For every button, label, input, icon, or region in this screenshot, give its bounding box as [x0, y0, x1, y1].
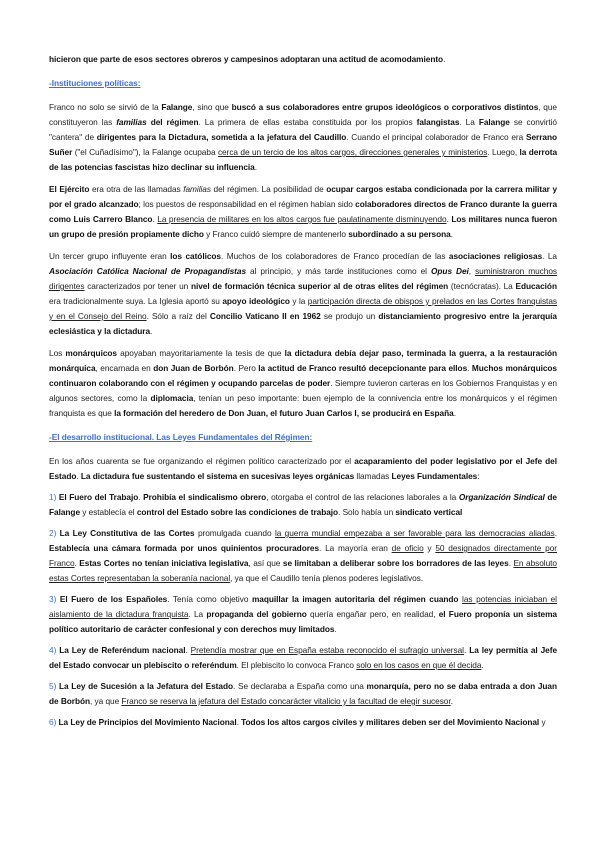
underlined-text: suministraron muchos dirigentes — [49, 266, 557, 291]
bold-text: El Fuero del Trabajo — [56, 492, 139, 502]
paragraph-ejercito — [49, 182, 557, 242]
text: , encarnada en — [95, 363, 154, 373]
bold-text: asociaciones religiosas — [448, 251, 543, 261]
paragraph-falange — [49, 100, 557, 175]
bold-italic-text: familias — [116, 117, 147, 127]
text: : — [477, 471, 480, 481]
text: era otra de las llamadas — [89, 184, 184, 194]
underlined-text: la guerra mundial empezaba a ser favorable para las democracias aliadas — [274, 528, 555, 538]
bold-text: Prohibía el sindicalismo obrero — [143, 492, 267, 502]
text: . — [554, 528, 557, 538]
text: . La — [459, 117, 479, 127]
text: al principio, y más tarde instituciones como el — [246, 266, 431, 276]
italic-text: familias — [183, 184, 211, 194]
text: . El plebiscito lo convoca Franco — [236, 660, 357, 670]
underlined-text: La presencia de militares en los altos cargos fue paulatinamente disminuyendo — [157, 214, 447, 224]
bold-text: Falange — [161, 102, 193, 112]
text: se produjo un — [320, 311, 379, 321]
section-heading-instituciones: -Instituciones políticas: — [49, 78, 141, 88]
text: caracterizados por tener un — [84, 281, 191, 291]
text: del régimen. La posibilidad de — [210, 184, 327, 194]
text: era tradicionalmente suya. La Iglesia aportó su — [49, 296, 223, 306]
text: Un tercer grupo influyente eran — [49, 251, 171, 261]
bold-text: Establecía una cámara formada por unos quinientos procuradores — [49, 543, 320, 553]
text: , ya que — [90, 696, 122, 706]
bold-text: maquillar la imagen autoritaria del régimen cuando — [251, 594, 459, 604]
list-item-fuero-espanoles — [49, 592, 557, 637]
bold-text: nivel de formación técnica superior — [190, 281, 331, 291]
text: ; los puestos de responsabilidad en el régimen habían sido — [138, 199, 356, 209]
text: y — [539, 717, 546, 727]
bold-text: Los militares nunca fueron un grupo de presión propiamente dicho — [49, 214, 557, 239]
bold-text: Educación — [515, 281, 557, 291]
underlined-text: solo en los casos en que él decida — [356, 660, 482, 670]
bold-text: Concilio Vaticano II en 1962 — [209, 311, 321, 321]
text: . — [76, 471, 81, 481]
bold-text: de Falange — [49, 492, 558, 517]
bold-text: Serrano Suñer — [49, 132, 557, 157]
bold-text: control del Estado sobre las condiciones de trabajo — [136, 507, 339, 517]
bold-text: se limitaban a deliberar sobre los borradores de las leyes — [282, 558, 509, 568]
text: . La primera de ellas estaba constituida por los propios — [198, 117, 417, 127]
list-number: 4) — [49, 645, 57, 655]
list-item-ley-referendum — [49, 643, 557, 673]
bold-text: al de otras elites del — [330, 281, 417, 291]
text: . — [334, 624, 337, 634]
text: , — [468, 266, 476, 276]
text: . — [450, 696, 453, 706]
bold-text: La Ley de Referéndum nacional — [56, 645, 186, 655]
list-number: 2) — [49, 528, 57, 538]
text: . — [453, 408, 456, 418]
text: . — [463, 645, 470, 655]
bold-text: monarquía, pero no se daba entrada a don Juan de Borbón — [49, 681, 557, 706]
bold-text: sindicato vertical — [395, 507, 463, 517]
bold-text: subordinado a su persona — [348, 229, 451, 239]
list-item-ley-sucesion — [49, 679, 557, 709]
bold-text: ocupar cargos estaba condicionada por la carrera militar y por el grado alcanzado — [49, 184, 558, 209]
section-heading-leyes-fundamentales: -El desarrollo institucional. Las Leyes Fundamentales del Régimen: — [49, 432, 313, 442]
bold-text: la dictadura debía dejar paso, terminada la guerra, a la restauración monárquica — [49, 348, 557, 373]
text: . Se declaraba a España como una — [233, 681, 367, 691]
text: . Solo había un — [338, 507, 396, 517]
list-number: 3) — [49, 594, 57, 604]
text: . Cuando el principal colaborador de Franco era — [346, 132, 526, 142]
text: En los años cuarenta se fue organizando el régimen político caracterizado por el — [49, 456, 355, 466]
bold-text: La Ley de Principios del Movimiento Nacional — [56, 717, 237, 727]
list-number: 6) — [49, 717, 57, 727]
text: , tenían un peso importante: buen ejemplo de la connivencia entre los monárquicos y el régimen franquista es que — [49, 393, 557, 418]
bold-text: Muchos monárquicos continuaron colaborando con el régimen y ocupando parcelas de poder — [49, 363, 557, 388]
text: . — [446, 214, 452, 224]
bold-text: falangistas — [416, 117, 460, 127]
text: , que constituyeron las — [49, 102, 557, 127]
text: y — [423, 543, 436, 553]
list-number: 5) — [49, 681, 57, 691]
text: . Siempre tuvieron carteras en los Gobiernos Franquistas y en algunos sectores, como la — [49, 378, 557, 403]
bold-text: régimen — [416, 281, 449, 291]
bold-text: La Ley Constitutiva de las Cortes — [56, 528, 195, 538]
text: , sino que — [192, 102, 232, 112]
bold-text: Leyes Fundamentales — [391, 471, 478, 481]
bold-text: La ley permitía al Jefe del Estado convocar un plebiscito o referéndum — [49, 645, 558, 670]
text: . — [443, 54, 446, 64]
text: . — [450, 229, 453, 239]
text: . — [481, 660, 484, 670]
text: . — [185, 645, 191, 655]
text: y Franco cuidó siempre de mantenerlo — [203, 229, 349, 239]
text: Los — [49, 348, 66, 358]
text: Franco no solo se sirvió de la — [49, 102, 162, 112]
text: . Luego, — [487, 147, 520, 157]
bold-text: diplomacia — [150, 393, 194, 403]
bold-text: distanciamiento progresivo entre la jerarquía eclesiástica y la dictadura — [49, 311, 557, 336]
document-page — [49, 52, 557, 736]
underlined-text: de oficio — [391, 543, 424, 553]
bold-text: el Fuero proponía un sistema político autoritario de carácter confesional y con derechos muy limitados — [49, 609, 557, 634]
text: se convirtió "cantera" de — [49, 117, 557, 142]
paragraph-leyes-intro — [49, 454, 557, 484]
bold-text: hicieron que parte de esos sectores obreros y campesinos adoptaran una actitud de acomodamiento — [49, 54, 444, 64]
text: . — [152, 214, 158, 224]
paragraph-catolicos — [49, 249, 557, 339]
text: , así que — [248, 558, 283, 568]
underlined-text: 50 designados directamente por Franco — [49, 543, 558, 568]
text: . Pero — [233, 363, 259, 373]
text: . — [236, 717, 242, 727]
text: . La mayoría eran — [319, 543, 392, 553]
bold-text: El Ejército — [49, 184, 90, 194]
text: promulgada cuando — [194, 528, 275, 538]
text: apoyaban mayoritariamente la tesis de que — [116, 348, 285, 358]
bold-text: la actitud de Franco resultó decepcionante para ellos — [258, 363, 468, 373]
text: ("el Cuñadísimo"), la Falange ocupaba — [72, 147, 218, 157]
text: . — [150, 326, 153, 336]
text: y la — [289, 296, 308, 306]
text: quería engañar pero, en realidad, — [306, 609, 439, 619]
bold-text: la formación del heredero de Don Juan, el futuro Juan Carlos I, se producirá en España — [114, 408, 454, 418]
underlined-text: Pretendía mostrar que en España estaba reconocido el sufragio universal — [190, 645, 464, 655]
text: . Muchos de los colaboradores de Franco procedían de las — [220, 251, 449, 261]
bold-text: acaparamiento del poder legislativo por el Jefe del Estado — [49, 456, 557, 481]
bold-text: don Juan de Borbón — [153, 363, 234, 373]
underlined-text: participación directa de obispos y prelados en las Cortes franquistas y en el Consejo del Reino — [49, 296, 557, 321]
list-item-ley-principios — [49, 715, 557, 730]
bold-text: La dictadura fue sustentando el sistema en sucesivas leyes orgánicas — [80, 471, 355, 481]
text: y establecía el — [80, 507, 137, 517]
underlined-text: Franco se reserva la jefatura del Estado concarácter vitalicio y la facultad de elegir sucesor — [121, 696, 451, 706]
text: . — [138, 492, 144, 502]
bold-text: La Ley de Sucesión a la Jefatura del Estado — [56, 681, 233, 691]
text: . — [74, 558, 80, 568]
text: . — [467, 363, 472, 373]
list-item-fuero-trabajo — [49, 490, 557, 520]
bold-text: colaboradores directos de Franco durante la guerra como Luis Carrero Blanco — [49, 199, 558, 224]
bold-text: apoyo ideológico — [222, 296, 290, 306]
text: (tecnócratas). La — [448, 281, 516, 291]
bold-text: Falange — [478, 117, 510, 127]
paragraph-monarquicos — [49, 346, 557, 421]
bold-text: los católicos — [170, 251, 221, 261]
bold-italic-text: Organización Sindical — [458, 492, 545, 502]
bold-text: dirigentes para la Dictadura, sometida a la jefatura del Caudillo — [96, 132, 347, 142]
list-item-ley-cortes — [49, 526, 557, 586]
bold-text: El Fuero de los Españoles — [56, 594, 168, 604]
bold-text: monárquicos — [65, 348, 117, 358]
text: . La — [188, 609, 207, 619]
underlined-text: En absoluto estas Cortes representaban la soberanía nacional — [49, 558, 557, 583]
bold-italic-text: Opus Dei — [431, 266, 469, 276]
intro-paragraph — [49, 52, 557, 67]
bold-text: la derrota de las potencias fascistas hizo declinar su influencia — [49, 147, 558, 172]
underlined-text: las potencias iniciaban el aislamiento de la dictadura franquista — [49, 594, 557, 619]
text: . Tenía como objetivo — [167, 594, 252, 604]
text: , ya que el Caudillo tenía plenos poderes legislativos. — [230, 573, 423, 583]
underlined-text: cerca de un tercio de los altos cargos, direcciones generales y ministerios — [217, 147, 488, 157]
bold-italic-text: Asociación Católica Nacional de Propagandistas — [49, 266, 247, 276]
bold-text: Todos los altos cargos civiles y militares deben ser del Movimiento Nacional — [241, 717, 540, 727]
text: . — [508, 558, 514, 568]
bold-text: buscó a sus colaboradores entre grupos ideológicos o corporativos distintos — [231, 102, 539, 112]
text: . La — [542, 251, 557, 261]
text: . — [254, 162, 257, 172]
text: . Sólo a raíz del — [146, 311, 210, 321]
bold-text: propaganda del gobierno — [206, 609, 307, 619]
bold-text: del régimen — [146, 117, 199, 127]
list-number: 1) — [49, 492, 57, 502]
text: llamadas — [354, 471, 392, 481]
text: , otorgaba el control de las relaciones laborales a la — [266, 492, 459, 502]
bold-text: Estas Cortes no tenían iniciativa legislativa — [79, 558, 249, 568]
